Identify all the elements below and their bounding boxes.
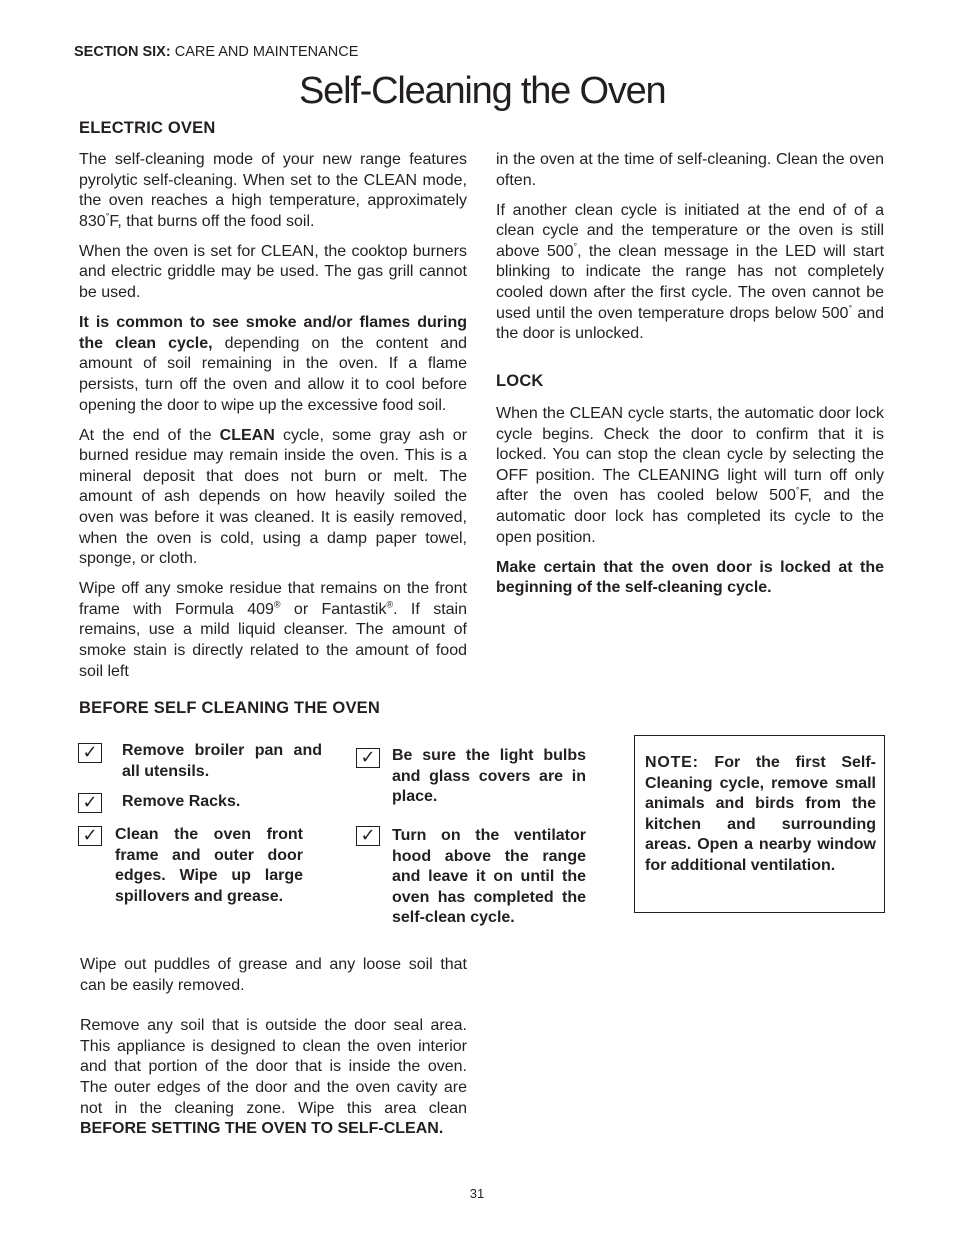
section-label	[74, 44, 358, 60]
electric-oven-text	[79, 150, 467, 692]
degree-sup: °	[848, 303, 853, 314]
p5-a: Wipe off any smoke residue that remains on the front frame with Formula 409	[79, 580, 467, 618]
electric-oven-heading: ELECTRIC OVEN	[79, 119, 216, 137]
p3-a: When the CLEAN cycle starts, the automatic door lock cycle begins. Check the door to confirm that it is locked. You can stop the clean cycle by selecting the OFF position. The CLEANING light will turn off only after the oven has cooled below 500	[496, 405, 884, 505]
checkmark-icon: ✓	[356, 748, 380, 768]
checklist-item: Turn on the ventilator hood above the range and leave it on until the oven has completed the self-clean cycle.	[392, 827, 586, 927]
right-p1: in the oven at the time of self-cleaning. Clean the oven often.	[496, 151, 884, 189]
lock-p1	[496, 404, 884, 548]
section-label-bold: SECTION SIX:	[74, 44, 171, 60]
degree-sup: °	[795, 486, 800, 497]
note-box	[634, 735, 885, 913]
p4-b: cycle, some gray ash or burned residue may remain inside the oven. This is a mineral deposit that does not burn or melt. The amount of ash depends on how heavily soiled the oven was before it was cleaned. It is easily removed, when the oven is cold, using a damp paper towel, sponge, or cloth.	[79, 426, 467, 568]
lock-text	[496, 404, 884, 608]
p3-rest: depending on the content and amount of soil remaining in the oven. If a flame persists, turn off the oven and allow it to cool before opening the door to wipe up the excessive food soil.	[79, 334, 468, 414]
note-label: NOTE:	[645, 754, 699, 771]
electric-oven-p4	[79, 426, 467, 570]
section-label-rest: CARE AND MAINTENANCE	[170, 44, 359, 60]
registered-sup: ®	[386, 599, 394, 610]
page-title: Self-Cleaning the Oven	[299, 70, 666, 112]
p2-c: and the door is unlocked.	[496, 304, 885, 343]
checklist-item: Remove Racks.	[122, 793, 241, 810]
p4-a: At the end of the	[79, 426, 220, 444]
electric-oven-p1	[79, 150, 467, 232]
checklist-item: Remove broiler pan and all utensils.	[122, 742, 322, 780]
p1-end: F, that burns off the food soil.	[109, 212, 315, 230]
before-text	[80, 955, 467, 1149]
checklist-item: Clean the oven front frame and outer door edges. Wipe up large spillovers and grease.	[115, 826, 303, 905]
right-p2	[496, 201, 884, 345]
p3-b: F, and the automatic door lock has completed its cycle to the open position.	[496, 487, 884, 546]
degree-sup: °	[105, 211, 110, 222]
note-body: For the first Self-Cleaning cycle, remove small animals and birds from the kitchen and surrounding areas. Open a nearby window for additional ventilation.	[645, 754, 876, 874]
registered-sup: ®	[273, 599, 281, 610]
checkmark-icon: ✓	[78, 793, 102, 813]
p5-c: . If stain remains, use a mild liquid cleanser. The amount of smoke stain is directly related to the amount of food soil left	[79, 600, 468, 680]
before-heading: BEFORE SELF CLEANING THE OVEN	[79, 699, 380, 717]
checklist-item: Be sure the light bulbs and glass covers are in place.	[392, 747, 586, 806]
p5-b: or Fantastik	[280, 600, 387, 618]
p3-bold: It is common to see smoke and/or flames during the clean cycle,	[79, 314, 467, 352]
lock-heading: LOCK	[496, 372, 544, 390]
checkmark-icon: ✓	[78, 743, 102, 763]
p1-text: The self-cleaning mode of your new range features pyrolytic self-cleaning. When set to the CLEAN mode, the oven reaches a high temperature, approximately 830	[79, 151, 467, 230]
p4-bold: CLEAN	[219, 426, 275, 444]
p2-a: If another clean cycle is initiated at the end of of a clean cycle and the temperature or the oven is still above 500	[496, 201, 884, 260]
checkmark-icon: ✓	[356, 826, 380, 846]
checkmark-icon: ✓	[78, 826, 102, 846]
p2-b: , the clean message in the LED will start blinking to indicate the range has not completely cooled down after the first cycle. The oven cannot be used until the oven temperature drops below 500	[496, 242, 885, 322]
degree-sup: °	[573, 241, 578, 252]
electric-oven-p5	[79, 579, 467, 682]
note-text	[645, 753, 876, 877]
before-p2	[80, 1016, 467, 1140]
before-p2-bold: BEFORE SETTING THE OVEN TO SELF-CLEAN.	[80, 1120, 444, 1138]
electric-oven-p3	[79, 313, 467, 416]
before-p1: Wipe out puddles of grease and any loose soil that can be easily removed.	[80, 956, 467, 994]
page-number: 31	[469, 1186, 485, 1201]
lock-warning: Make certain that the oven door is locked at the beginning of the self-cleaning cycle.	[496, 558, 884, 597]
before-p2-a: Remove any soil that is outside the door seal area. This appliance is designed to clean the oven interior and that portion of the door that is inside the oven. The outer edges of the door and the oven cavity are not in the cleaning zone. Wipe this area clean	[80, 1017, 467, 1117]
right-column-text	[496, 150, 884, 354]
electric-oven-p2: When the oven is set for CLEAN, the cooktop burners and electric griddle may be used. The gas grill cannot be used.	[79, 242, 467, 302]
